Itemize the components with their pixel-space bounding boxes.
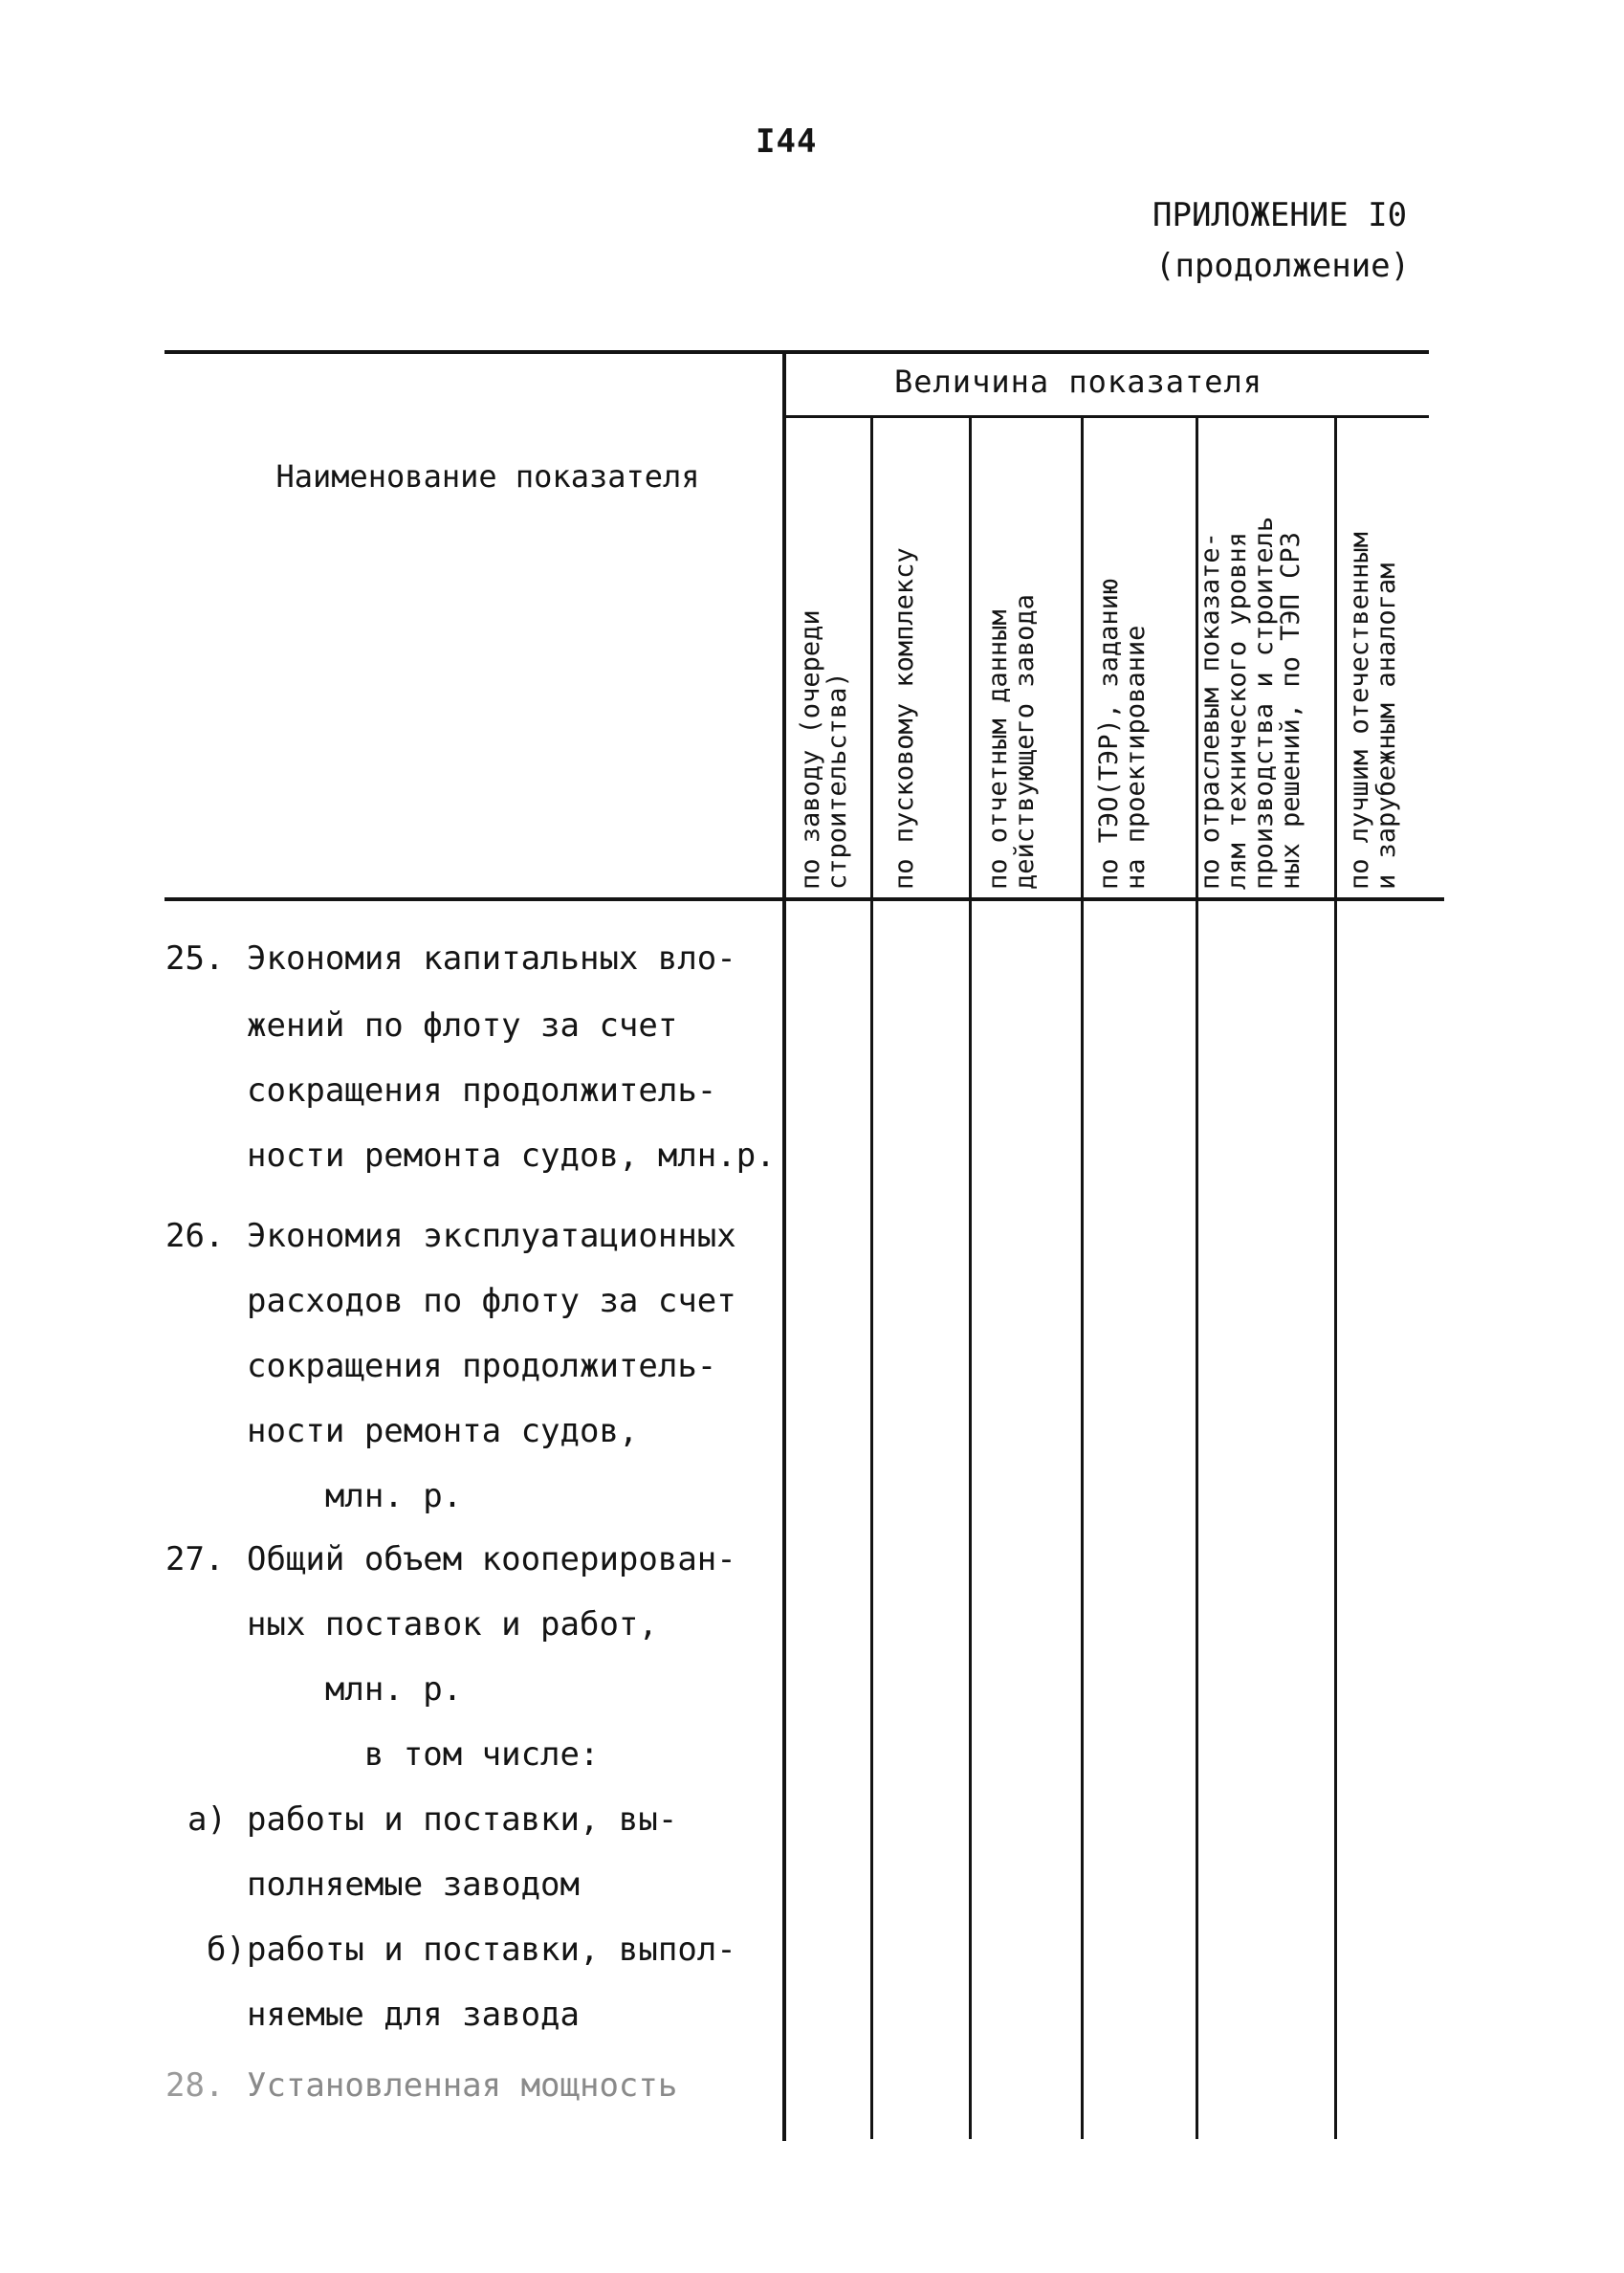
row-number: 27. [165, 1540, 225, 1578]
row-text-line: Экономия эксплуатационных [247, 1217, 736, 1255]
column-header-plant: по заводу (очереди строительства) [796, 609, 852, 890]
row-number: 28. [165, 2066, 225, 2105]
row-text-line: работы и поставки, выпол- [247, 1931, 736, 1969]
row-text-line: млн. р. [247, 1477, 463, 1515]
row-text-line: жений по флоту за счет [247, 1006, 678, 1045]
row-text-line: в том числе: [247, 1735, 600, 1774]
column-header-best-analogues: по лучшим отечественным и зарубежным аналогам [1345, 532, 1401, 890]
row-text-line: Общий объем кооперирован- [247, 1540, 736, 1578]
row-text-line: Экономия капитальных вло- [247, 939, 736, 978]
header-bottom-rule [165, 897, 1444, 901]
table-top-rule [165, 350, 1429, 354]
row-text-line: ных поставок и работ, [247, 1605, 658, 1644]
row-text-line: млн. р. [247, 1670, 463, 1709]
col-divider-3 [1081, 417, 1084, 2139]
row-text-line: сокращения продолжитель- [247, 1071, 717, 1110]
row-text-line: ности ремонта судов, млн.р. [247, 1136, 776, 1175]
row-number: 25. [165, 939, 225, 978]
column-header-reported-data: по отчетным данным действующего завода [983, 594, 1040, 890]
row-text-line: ности ремонта судов, [247, 1412, 639, 1450]
row-text-line: Установленная мощность [247, 2066, 678, 2105]
row-number: а) [187, 1800, 227, 1839]
column-header-industry-indicators: по отраслевым показате- лям технического уровня производства и строитель ных решений, по ТЭП СРЗ [1196, 516, 1306, 890]
row-text-line: полняемые заводом [247, 1865, 580, 1904]
value-group-header: Величина показателя [894, 364, 1263, 400]
row-text-line: няемые для завода [247, 1996, 580, 2034]
row-text-line: расходов по флоту за счет [247, 1282, 736, 1320]
row-text-line: работы и поставки, вы- [247, 1800, 678, 1839]
col-divider-5 [1334, 417, 1337, 2139]
appendix-subtitle: (продолжение) [1155, 247, 1411, 285]
column-header-start-complex: по пусковому комплексу [889, 547, 919, 890]
appendix-title: ПРИЛОЖЕНИЕ I0 [1152, 196, 1408, 234]
row-number: б) [207, 1931, 246, 1969]
col-divider-0 [782, 352, 786, 2141]
row-number: 26. [165, 1217, 225, 1255]
col-divider-1 [870, 417, 873, 2139]
column-header-feasibility: по ТЭО(ТЭР), заданию на проектирование [1094, 578, 1151, 890]
col-divider-2 [969, 417, 972, 2139]
row-text-line: сокращения продолжитель- [247, 1347, 717, 1385]
page-number: I44 [756, 122, 818, 161]
name-column-header: Наименование показателя [275, 458, 700, 495]
